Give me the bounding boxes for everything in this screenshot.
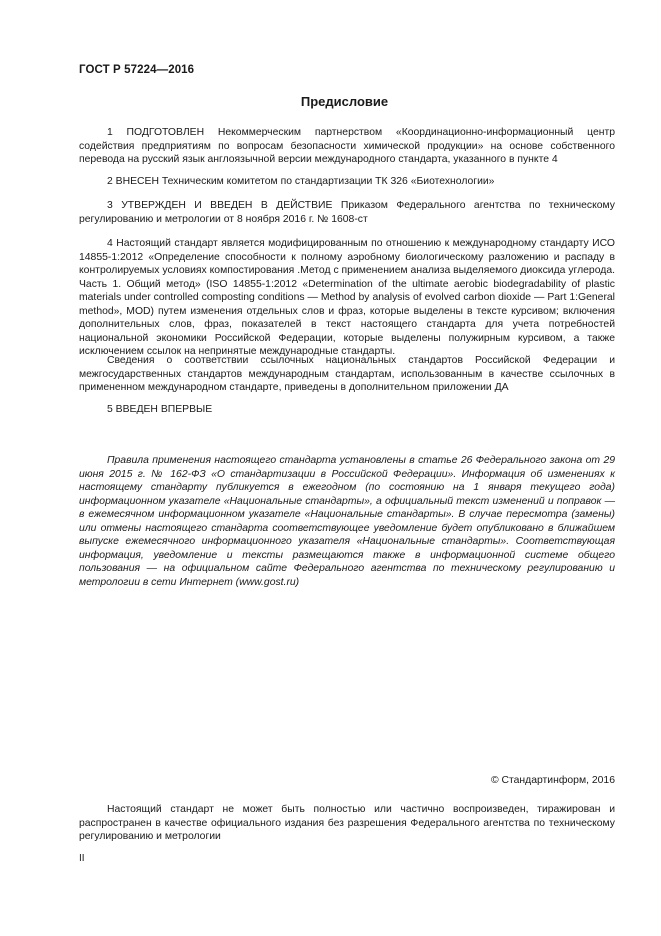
copyright-notice: © Стандартинформ, 2016 [490, 775, 615, 786]
rules-of-application-note: Правила применения настоящего стандарта установлены в статье 26 Федерального закона от 29 июня 2015 г. № 162-ФЗ «О стандартизации в Российской Федерации». Информация об изменениях к настоящему стандарту публикуется в ежегодном (по состоянию на 1 января текущего года) информационном указателе «Национальные стандарты», а официальный текст изменений и поправок — в ежемесячном информационном указателе «Национальные стандарты». В случае пересмотра (замены) или отмены настоящего стандарта соответствующее уведомление будет опубликовано в ближайшем выпуске ежемесячного информационного указателя «Национальные стандарты». Соответствующая информация, уведомление и тексты размещаются также в информационной системе общего пользования — на официальном сайте Федерального агентства по техническому регулированию и метрологии в сети Интернет (www.gost.ru) [79, 455, 615, 588]
paragraph-2-submitted: 2 ВНЕСЕН Техническим комитетом по стандартизации ТК 326 «Биотехнологии» [107, 176, 495, 187]
paragraph-3-approved: 3 УТВЕРЖДЕН И ВВЕДЕН В ДЕЙСТВИЕ Приказом Федерального агентства по техническому регулированию и метрологии от 8 ноября 2016 г. № 1608-ст [79, 200, 615, 225]
paragraph-4-references: Сведения о соответствии ссылочных национальных стандартов Российской Федерации и межгосударственных стандартов международным стандартам, использованным в качестве ссылочных в примененном международном стандарте, приведены в дополнительном приложении ДА [79, 355, 615, 393]
paragraph-5-first-introduced: 5 ВВЕДЕН ВПЕРВЫЕ [107, 404, 213, 415]
reproduction-restriction-note: Настоящий стандарт не может быть полностью или частично воспроизведен, тиражирован и распространен в качестве официального издания без разрешения Федерального агентства по техническому регулированию и метрологии [79, 804, 615, 842]
page-title: Предисловие [300, 94, 389, 109]
paragraph-1-prepared: 1 ПОДГОТОВЛЕН Некоммерческим партнерством «Координационно-информационный центр содействия предприятиям по вопросам безопасности химической продукции» на основе собственного перевода на русский язык англоязычной версии международного стандарта, указанного в пункте 4 [79, 127, 615, 165]
page-number: II [79, 853, 85, 864]
standard-code-header: ГОСТ Р 57224—2016 [79, 64, 195, 76]
paragraph-4-modified: 4 Настоящий стандарт является модифицированным по отношению к международному стандарту ИСО 14855-1:2012 «Определение способности к полному аэробному биологическому разложению и распаду в контролируемых условиях компостирования .Метод с применением анализа выделяемого диоксида углерода. Часть 1. Общий метод» (ISO 14855-1:2012 «Determination of the ultimate aerobic biodegradability of plastic materials under controlled composting conditions — Method by analysis of evolved carbon dioxide — Part 1:General method», MOD) путем изменения отдельных слов и фраз, которые выделены в тексте курсивом; включения дополнительных слов, фраз, показателей в текст настоящего стандарта для учета потребностей национальной экономики Российской Федерации, которые выделены полужирным курсивом, а также исключением ссылок на непринятые международные стандарты. [79, 238, 615, 357]
